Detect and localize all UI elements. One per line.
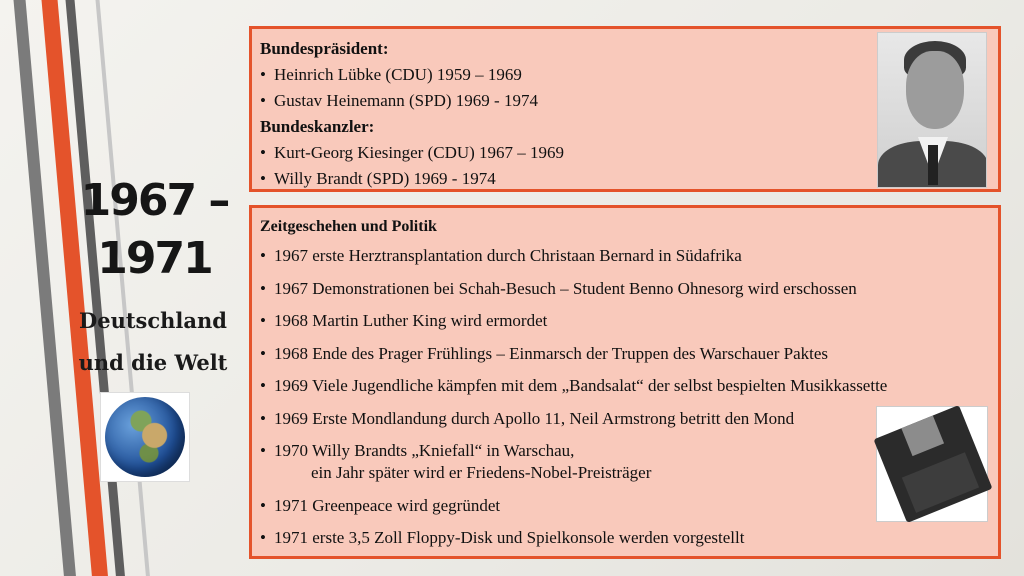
event-text-continuation: ein Jahr später wird er Friedens-Nobel-Preisträger: [311, 463, 652, 482]
portrait-image: [877, 32, 987, 188]
bullet-icon: [260, 140, 274, 166]
event-text: 1971 erste 3,5 Zoll Floppy-Disk und Spielkonsole werden vorgestellt: [274, 528, 745, 547]
floppy-disk-image: [876, 406, 988, 522]
leaders-content: [260, 36, 870, 192]
president-item: [260, 62, 870, 88]
event-item: [260, 527, 980, 549]
globe-icon: [100, 392, 190, 482]
event-text: 1970 Willy Brandts „Kniefall“ in Warschau,: [274, 441, 575, 460]
slide-title: 1967 – 1971: [80, 175, 229, 284]
bullet-icon: [260, 527, 274, 549]
chancellor-heading: Bundeskanzler:: [260, 117, 375, 136]
event-item: [260, 375, 980, 397]
bullet-icon: [260, 62, 274, 88]
event-text: 1968 Martin Luther King wird ermordet: [274, 311, 548, 330]
bullet-icon: [260, 408, 274, 430]
chancellor-item: [260, 140, 870, 166]
bullet-icon: [260, 375, 274, 397]
president-text: Gustav Heinemann (SPD) 1969 - 1974: [274, 91, 538, 110]
bullet-icon: [260, 278, 274, 300]
bullet-icon: [260, 310, 274, 332]
president-text: Heinrich Lübke (CDU) 1959 – 1969: [274, 65, 522, 84]
floppy-disk-body: [873, 405, 992, 523]
event-item: [260, 495, 980, 517]
decorative-stripes: [0, 0, 110, 576]
chancellor-item: [260, 166, 870, 192]
event-item: [260, 440, 980, 484]
stripe-light: [92, 0, 155, 576]
event-item: [260, 245, 980, 267]
subtitle-line-1: Deutschland: [79, 308, 227, 333]
president-item: [260, 88, 870, 114]
bullet-icon: [260, 88, 274, 114]
bullet-icon: [260, 440, 274, 462]
president-heading: Bundespräsident:: [260, 39, 389, 58]
earth-sphere: [105, 397, 185, 477]
events-content: [260, 215, 980, 560]
chancellor-text: Kurt-Georg Kiesinger (CDU) 1967 – 1969: [274, 143, 565, 162]
event-text: 1969 Erste Mondlandung durch Apollo 11, Neil Armstrong betritt den Mond: [274, 408, 795, 428]
event-text: 1967 erste Herztransplantation durch Christaan Bernard in Südafrika: [274, 246, 742, 265]
subtitle-line-2: und die Welt: [78, 350, 228, 375]
event-text: 1967 Demonstrationen bei Schah-Besuch – Student Benno Ohnesorg wird erschossen: [274, 278, 857, 298]
bullet-icon: [260, 495, 274, 517]
event-text: 1971 Greenpeace wird gegründet: [274, 495, 501, 515]
bullet-icon: [260, 245, 274, 267]
slide-subtitle: [58, 300, 248, 384]
events-heading: Zeitgeschehen und Politik: [260, 218, 437, 235]
event-item: [260, 310, 980, 332]
event-item: [260, 343, 980, 365]
event-text: 1968 Ende des Prager Frühlings – Einmarsch der Truppen des Warschauer Paktes: [274, 343, 829, 363]
bullet-icon: [260, 166, 274, 192]
event-item: [260, 408, 980, 430]
chancellor-text: Willy Brandt (SPD) 1969 - 1974: [274, 169, 496, 188]
event-text: 1969 Viele Jugendliche kämpfen mit dem „Bandsalat“ der selbst bespielten Musikkassette: [274, 376, 888, 395]
bullet-icon: [260, 343, 274, 365]
event-item: [260, 278, 980, 300]
